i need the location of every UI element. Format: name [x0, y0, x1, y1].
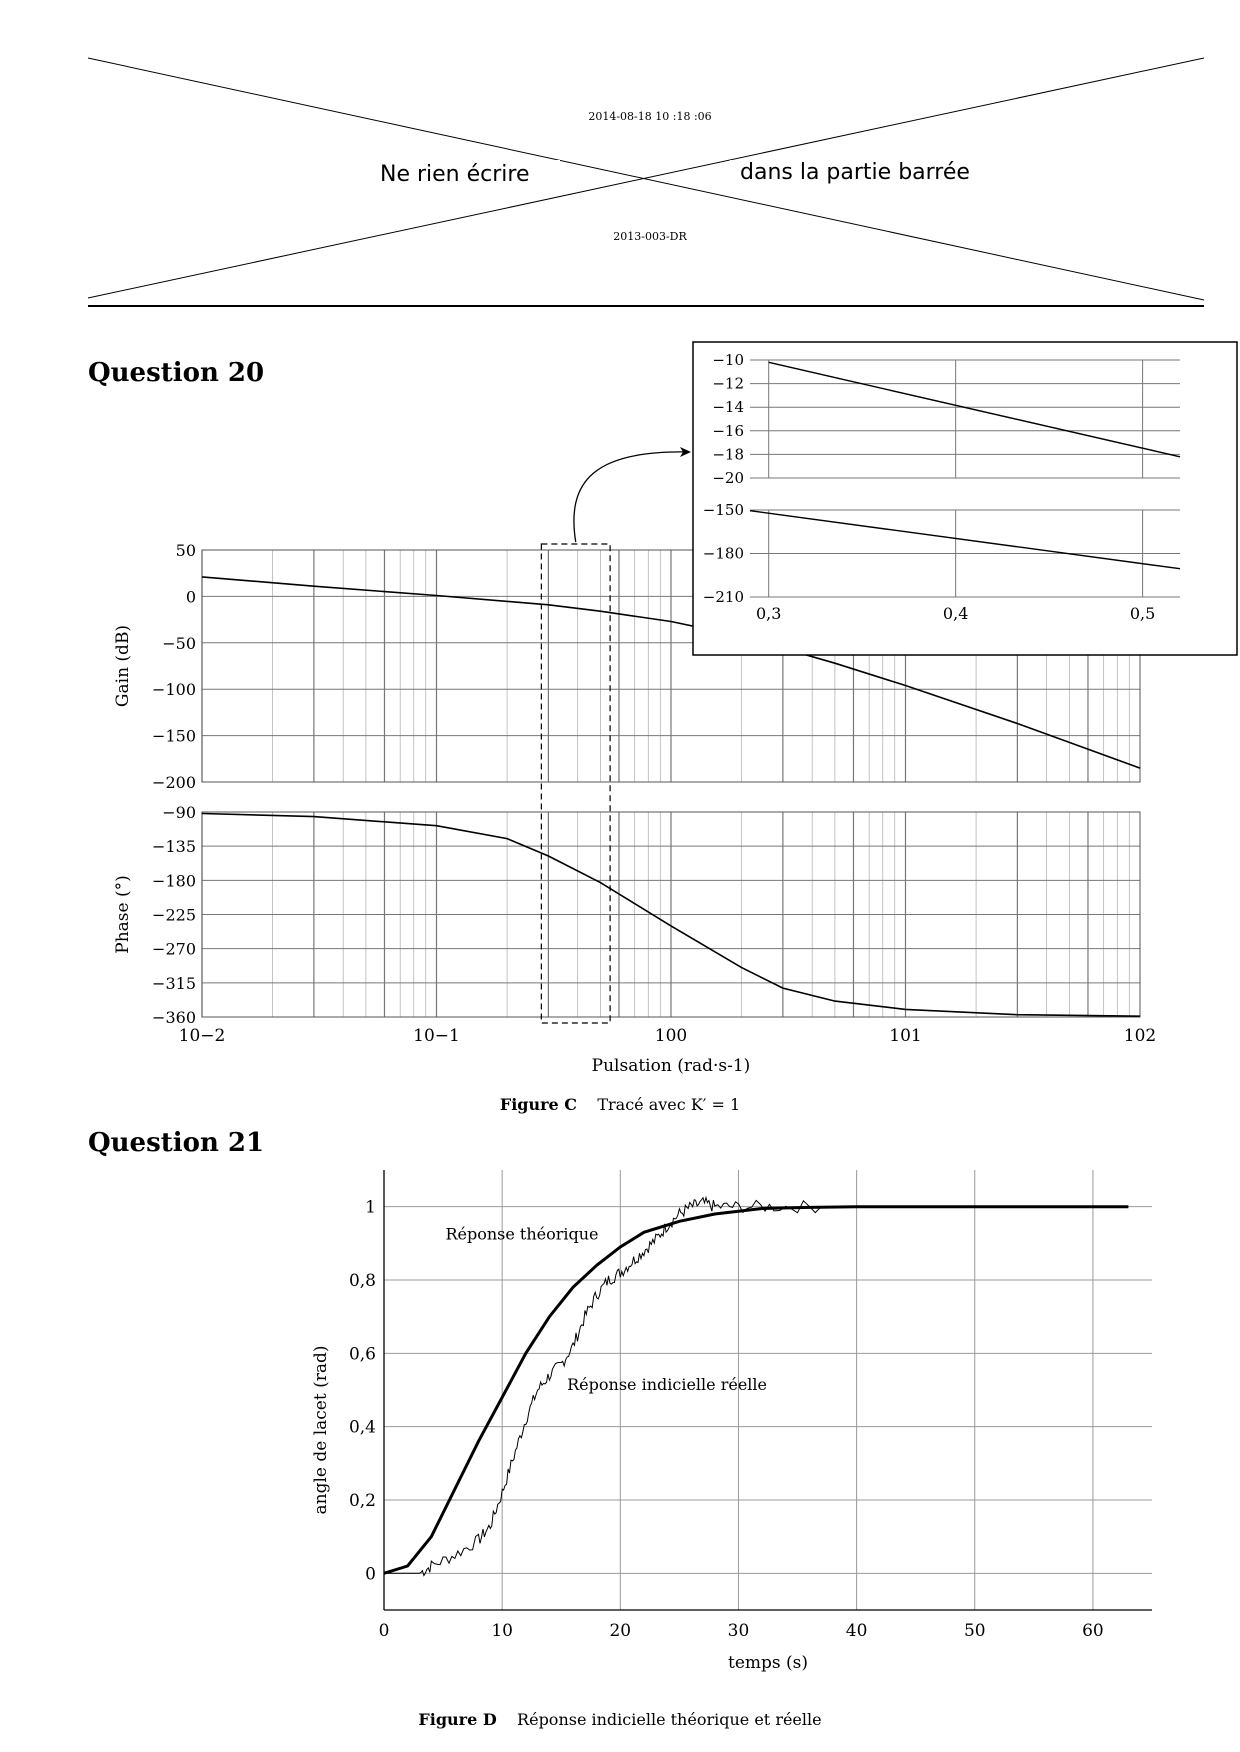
inset-x-tick-label: 0,3 — [755, 604, 782, 623]
inset-gain-tick-label: −12 — [712, 374, 744, 393]
inset-phase-tick-label: −150 — [702, 501, 744, 519]
gain-axis-label: Gain (dB) — [113, 624, 133, 708]
inset-gain-tick-label: −10 — [712, 351, 744, 369]
inset-gain-tick-label: −14 — [712, 398, 744, 417]
x-tick-label: 102 — [1123, 1026, 1157, 1046]
step-y-axis-label: angle de lacet (rad) — [311, 1345, 331, 1515]
figure-d-text: Réponse indicielle théorique et réelle — [517, 1710, 822, 1729]
barred-zone — [0, 0, 1240, 320]
inset-phase-tick-label: −210 — [702, 588, 744, 606]
header-timestamp: 2014-08-18 10 :18 :06 — [588, 110, 712, 123]
figure-c-title: Figure C — [499, 1095, 577, 1114]
gain-tick-label: 0 — [185, 587, 196, 607]
step-x-tick-label: 50 — [963, 1621, 986, 1641]
label-real: Réponse indicielle réelle — [567, 1375, 768, 1394]
x-tick-label: 10−2 — [178, 1026, 226, 1046]
gain-tick-label: −200 — [152, 773, 196, 792]
step-x-tick-label: 10 — [491, 1621, 513, 1641]
inset-x-tick-label: 0,4 — [942, 604, 969, 623]
x-tick-label: 100 — [654, 1026, 688, 1046]
bode-plot — [0, 340, 1240, 1110]
step-y-tick-label: 0 — [365, 1564, 376, 1585]
step-x-tick-label: 40 — [845, 1621, 868, 1641]
step-x-tick-label: 0 — [378, 1621, 390, 1641]
x-tick-label: 10−1 — [413, 1026, 460, 1046]
phase-tick-label: −360 — [152, 1008, 196, 1027]
step-x-tick-label: 60 — [1082, 1621, 1104, 1641]
inset-gain-tick-label: −20 — [712, 469, 744, 487]
inset-phase-tick-label: −180 — [702, 544, 744, 563]
header-notice-right: dans la partie barrée — [740, 160, 970, 185]
step-y-tick-label: 0,2 — [348, 1491, 376, 1511]
header-notice-left: Ne rien écrire — [380, 162, 530, 187]
phase-tick-label: −270 — [152, 939, 196, 959]
phase-tick-label: −90 — [162, 803, 196, 822]
phase-tick-label: −180 — [152, 871, 196, 891]
phase-tick-label: −225 — [152, 905, 196, 925]
zoom-box — [541, 544, 610, 1023]
step-x-tick-label: 30 — [727, 1621, 750, 1641]
step-x-axis-label: temps (s) — [727, 1653, 809, 1673]
figure-d-title: Figure D — [418, 1710, 497, 1729]
zoom-arrow — [574, 452, 689, 542]
phase-tick-label: −315 — [152, 973, 196, 993]
x-axis-label: Pulsation (rad·s-1) — [591, 1056, 751, 1076]
gain-tick-label: −50 — [162, 633, 196, 653]
step-y-tick-label: 0,4 — [348, 1417, 376, 1438]
step-response-plot — [0, 1150, 1240, 1710]
inset-gain-tick-label: −16 — [712, 421, 744, 440]
gain-tick-label: −150 — [152, 726, 196, 746]
figure-c-text: Tracé avec K′ = 1 — [597, 1095, 741, 1114]
figure-c-caption — [0, 1095, 1240, 1114]
step-x-tick-label: 20 — [609, 1621, 632, 1641]
step-y-tick-label: 1 — [365, 1197, 376, 1218]
phase-axis-label: Phase (°) — [113, 875, 133, 954]
question-21-title: Question 21 — [88, 1128, 265, 1158]
inset-gain-tick-label: −18 — [712, 445, 744, 464]
phase-tick-label: −135 — [152, 837, 196, 857]
inset-x-tick-label: 0,5 — [1129, 604, 1156, 623]
header-code: 2013-003-DR — [613, 230, 687, 243]
gain-tick-label: −100 — [152, 680, 196, 700]
gain-tick-label: 50 — [175, 541, 196, 560]
figure-d-caption — [0, 1710, 1240, 1729]
label-theoretical: Réponse théorique — [445, 1224, 599, 1244]
step-y-tick-label: 0,8 — [348, 1271, 376, 1291]
step-y-tick-label: 0,6 — [348, 1344, 376, 1365]
x-tick-label: 101 — [889, 1026, 922, 1046]
question-20-title: Question 20 — [88, 358, 265, 388]
